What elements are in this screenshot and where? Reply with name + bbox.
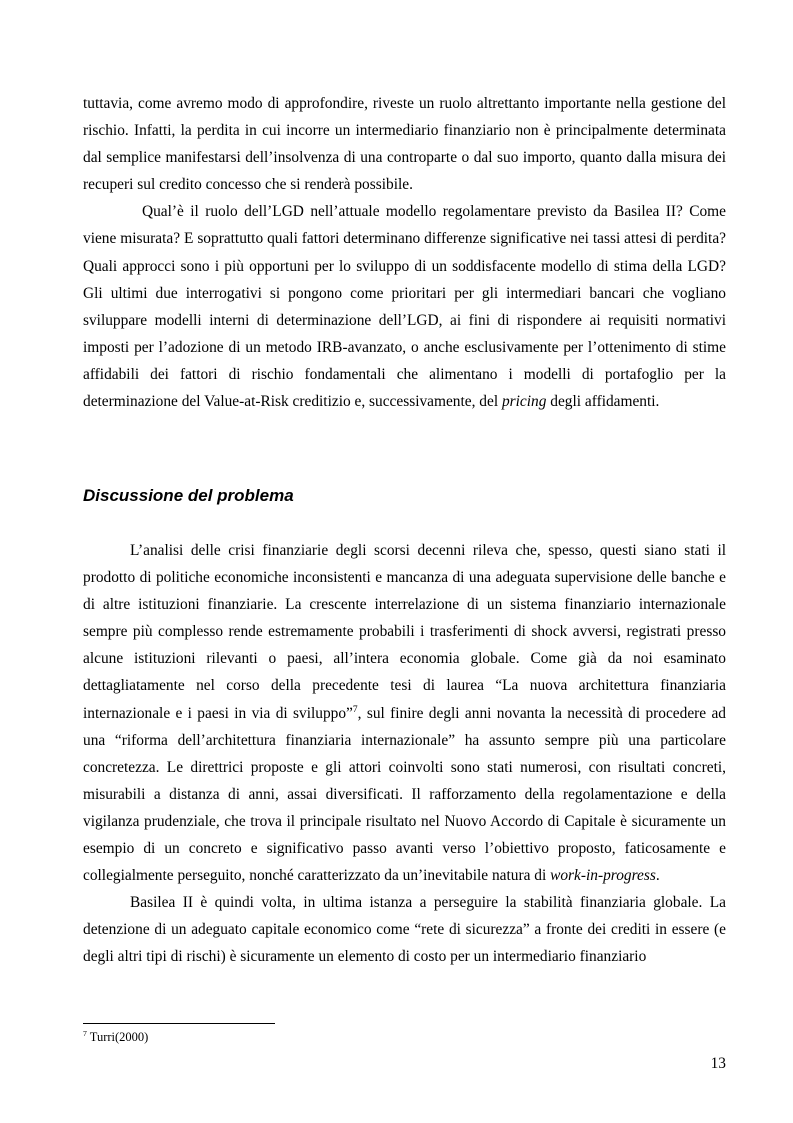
paragraph-basilea: Basilea II è quindi volta, in ultima istanza a perseguire la stabilità finanziaria globale. La detenzione di un adeguato capitale economico come “rete di sicurezza” a fronte dei crediti in essere (e degli altri tipi di rischi) è sicuramente un elemento di costo per un intermediario finanziario xyxy=(83,894,726,966)
body-text-lower xyxy=(83,537,726,971)
footnote-text: Turri(2000) xyxy=(86,1030,149,1044)
pricing-italic: pricing xyxy=(501,393,547,411)
footnote xyxy=(83,1030,148,1045)
paragraph-discussion xyxy=(83,537,726,889)
body-text-upper xyxy=(83,90,726,415)
discussion-text-end: . xyxy=(655,867,660,885)
questions-text-end: degli affidamenti. xyxy=(546,393,660,411)
discussion-text: L’analisi delle crisi finanziarie degli scorsi decenni rileva che, spesso, questi siano stati il prodotto di politiche economiche inconsistenti e mancanza di una adeguata supervisione delle banche e di altre istituzioni finanziarie. La crescente interrelazione di un sistema finanziario internazionale sempre più complesso rende estremamente probabili i trasferimenti di shock avversi, registrati presso alcune istituzioni rilevanti o paesi, all’intera economia globale. Come già da noi esaminato dettagliatamente nel corso della precedente tesi di laurea “La nuova architettura finanziaria internazionale e i paesi in via di sviluppo” xyxy=(83,542,726,722)
footnote-separator xyxy=(83,1023,275,1024)
footnote-number: 7 xyxy=(83,1028,87,1038)
paragraph-intro-continuation: tuttavia, come avremo modo di approfondire, riveste un ruolo altrettanto importante nella gestione del rischio. Infatti, la perdita in cui incorre un intermediario finanziario non è principalmente determinata dal semplice manifestarsi dell’insolvenza di una controparte o dal suo importo, quanto dalla misura dei recuperi sul credito concesso che si renderà possibile. xyxy=(83,95,726,194)
questions-text: Qual’è il ruolo dell’LGD nell’attuale modello regolamentare previsto da Basilea II? Come viene misurata? E soprattutto quali fattori determinano differenze significative nei tassi attesi di perdita? Quali approcci sono i più opportuni per lo sviluppo di un soddisfacente modello di stima della LGD? Gli ultimi due interrogativi si pongono come prioritari per gli intermediari bancari che vogliano sviluppare modelli interni di determinazione dell’LGD, ai fini di rispondere ai requisiti normativi imposti per l’adozione di un metodo IRB-avanzato, o anche esclusivamente per l’ottenimento di stime affidabili dei fattori di rischio fondamentali che alimentano i modelli di portafoglio per la determinazione del Value-at-Risk creditizio e, successivamente, del xyxy=(83,203,726,411)
work-in-progress-italic: work-in-progress xyxy=(550,867,656,885)
page-number: 13 xyxy=(710,1055,726,1072)
section-heading: Discussione del problema xyxy=(83,486,294,505)
paragraph-questions xyxy=(83,198,726,415)
discussion-text-cont: , sul finire degli anni novanta la necessità di procedere ad una “riforma dell’architettura finanziaria internazionale” ha assunto sempre più una particolare concretezza. Le direttrici proposte e gli attori coinvolti sono stati numerosi, con risultati concreti, misurabili a distanza di anni, assai diversificati. Il rafforzamento della regolamentazione e della vigilanza prudenziale, che trova il principale risultato nel Nuovo Accordo di Capitale è sicuramente un esempio di un concreto e significativo passo avanti verso l’obiettivo proposto, faticosamente e collegialmente perseguito, nonché caratterizzato da un’inevitabile natura di xyxy=(83,704,726,885)
footnote-reference: 7 xyxy=(352,703,358,715)
